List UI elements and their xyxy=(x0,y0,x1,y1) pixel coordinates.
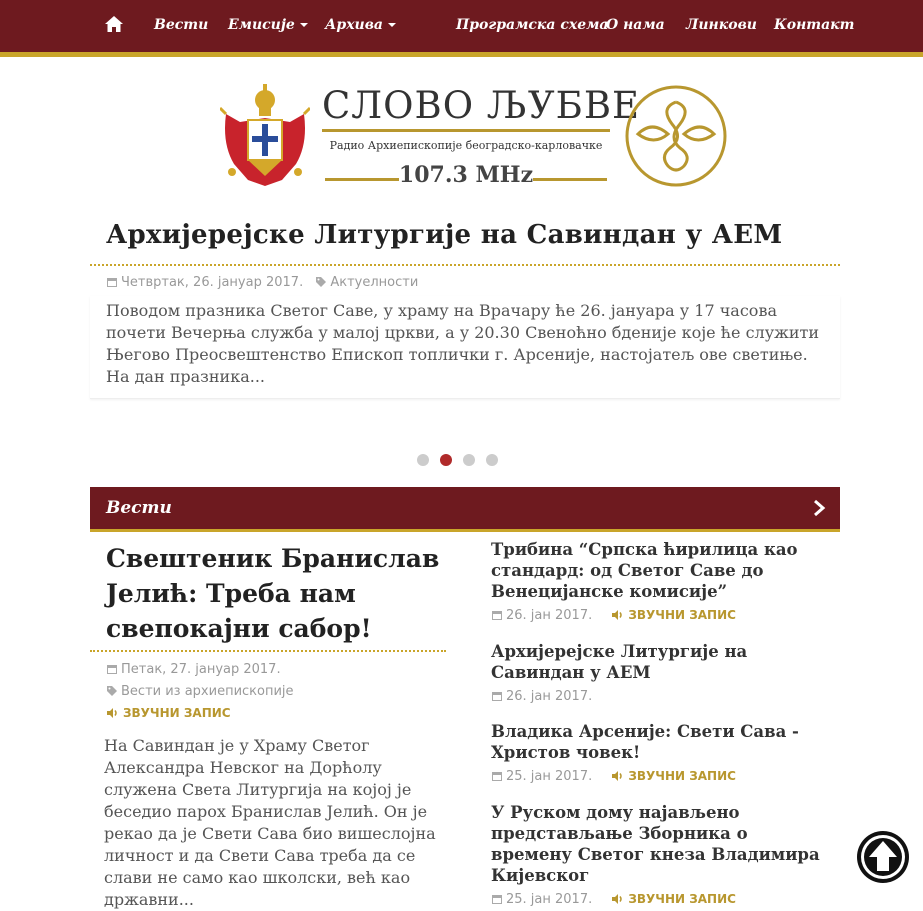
coat-of-arms-icon xyxy=(220,84,310,188)
divider xyxy=(90,650,446,652)
logo-title: СЛОВО ЉУБВЕ xyxy=(322,84,641,127)
featured-date: Петак, 27. јануар 2017. xyxy=(121,662,281,677)
featured-meta-category xyxy=(106,684,294,701)
nav-item-archive[interactable] xyxy=(325,17,396,33)
list-item-audio[interactable] xyxy=(611,892,736,906)
nav-item-news[interactable]: Вести xyxy=(154,17,209,33)
list-item-audio-label: ЗВУЧНИ ЗАПИС xyxy=(628,608,736,622)
nav-item-contact[interactable]: Контакт xyxy=(774,17,855,33)
carousel-dot[interactable] xyxy=(486,454,498,466)
list-item[interactable] xyxy=(491,802,831,909)
calendar-icon xyxy=(491,690,503,706)
slide-category[interactable]: Актуелности xyxy=(330,275,419,290)
logo-frequency: 107.3 MHz xyxy=(398,162,534,188)
nav-item-about[interactable]: О нама xyxy=(606,17,665,33)
calendar-icon xyxy=(106,276,118,292)
slide-title[interactable]: Архијерејске Литургије на Савиндан у АЕМ xyxy=(106,220,783,250)
slide-excerpt: Поводом празника Светог Саве, у храму на Врачару ће 26. јануара у 17 часова почети Вечерња служба у малој цркви, а у 20.30 Свеноћно бденије које ће служити Његово Преосвештенство Епископ топлички г. Арсеније, настојатељ ове светиње. На дан празника... xyxy=(106,301,820,386)
carousel-dot[interactable] xyxy=(463,454,475,466)
nav-item-shows[interactable] xyxy=(228,17,308,33)
list-item-title[interactable]: Владика Арсеније: Свети Сава - Христов човек! xyxy=(491,722,799,762)
slide-date: Четвртак, 26. јануар 2017. xyxy=(121,275,304,290)
list-item[interactable] xyxy=(491,641,831,706)
nav-item-shows-label: Емисије xyxy=(228,17,295,33)
list-item-date: 26. јан 2017. xyxy=(506,689,593,704)
featured-audio[interactable] xyxy=(106,706,231,722)
list-item[interactable] xyxy=(491,721,831,786)
calendar-icon xyxy=(106,663,118,679)
featured-meta-date xyxy=(106,662,281,679)
list-item-audio-label: ЗВУЧНИ ЗАПИС xyxy=(628,769,736,783)
list-item-title[interactable]: Архијерејске Литургије на Савиндан у АЕМ xyxy=(491,642,748,682)
list-item[interactable] xyxy=(491,539,831,625)
calendar-icon xyxy=(491,770,503,786)
featured-audio-label: ЗВУЧНИ ЗАПИС xyxy=(123,706,231,720)
top-navbar xyxy=(0,0,923,57)
carousel-dots xyxy=(417,454,509,473)
volume-icon xyxy=(611,609,625,624)
list-item-date: 25. јан 2017. xyxy=(506,769,593,784)
list-item-title[interactable]: У Руском дому најављено представљање Зборника о времену Светог кнеза Владимира Кијевског xyxy=(491,803,820,885)
logo-rule xyxy=(322,129,610,132)
tag-icon xyxy=(315,276,327,292)
section-title[interactable]: Вести xyxy=(106,498,172,518)
divider xyxy=(90,264,840,266)
home-icon[interactable] xyxy=(104,14,124,34)
logo-subtitle: Радио Архиепископије београдско-карловачке xyxy=(329,139,603,152)
featured-title[interactable]: Свештеник Бранислав Јелић: Треба нам свепокајни сабор! xyxy=(106,544,440,643)
section-header xyxy=(90,487,840,532)
list-item-audio[interactable] xyxy=(611,769,736,783)
list-item-date: 26. јан 2017. xyxy=(506,608,593,623)
nav-item-links[interactable]: Линкови xyxy=(686,17,757,33)
carousel-dot-active[interactable] xyxy=(440,454,452,466)
logo-rule xyxy=(533,178,607,181)
featured-excerpt: На Савиндан је у Храму Светог Александра Невског на Дорћолу служена Света Литургија на којој је беседио парох Бранислав Јелић. Он је рекао да је Свети Сава био вишеслојна личност и да Свети Сава треба да се слави не само као школски, већ као државни... xyxy=(104,736,436,909)
scroll-to-top-icon[interactable] xyxy=(855,829,911,885)
slide-meta xyxy=(106,275,418,292)
dove-emblem-icon xyxy=(624,84,728,188)
nav-item-schedule[interactable]: Програмска схема xyxy=(456,17,609,33)
chevron-down-icon xyxy=(388,23,396,27)
list-item-title[interactable]: Трибина “Српска ћирилица као стандард: од Светог Саве до Венецијанске комисије” xyxy=(491,540,798,601)
volume-icon xyxy=(611,893,625,908)
carousel-dot[interactable] xyxy=(417,454,429,466)
list-item-audio[interactable] xyxy=(611,608,736,622)
list-item-date: 25. јан 2017. xyxy=(506,892,593,907)
nav-item-archive-label: Архива xyxy=(325,17,383,33)
volume-icon xyxy=(611,770,625,785)
list-item-audio-label: ЗВУЧНИ ЗАПИС xyxy=(628,892,736,906)
tag-icon xyxy=(106,685,118,701)
calendar-icon xyxy=(491,893,503,909)
calendar-icon xyxy=(491,609,503,625)
featured-category[interactable]: Вести из архиепископије xyxy=(121,684,294,699)
chevron-down-icon xyxy=(300,23,308,27)
volume-icon xyxy=(106,707,120,722)
chevron-right-icon[interactable] xyxy=(812,499,826,517)
